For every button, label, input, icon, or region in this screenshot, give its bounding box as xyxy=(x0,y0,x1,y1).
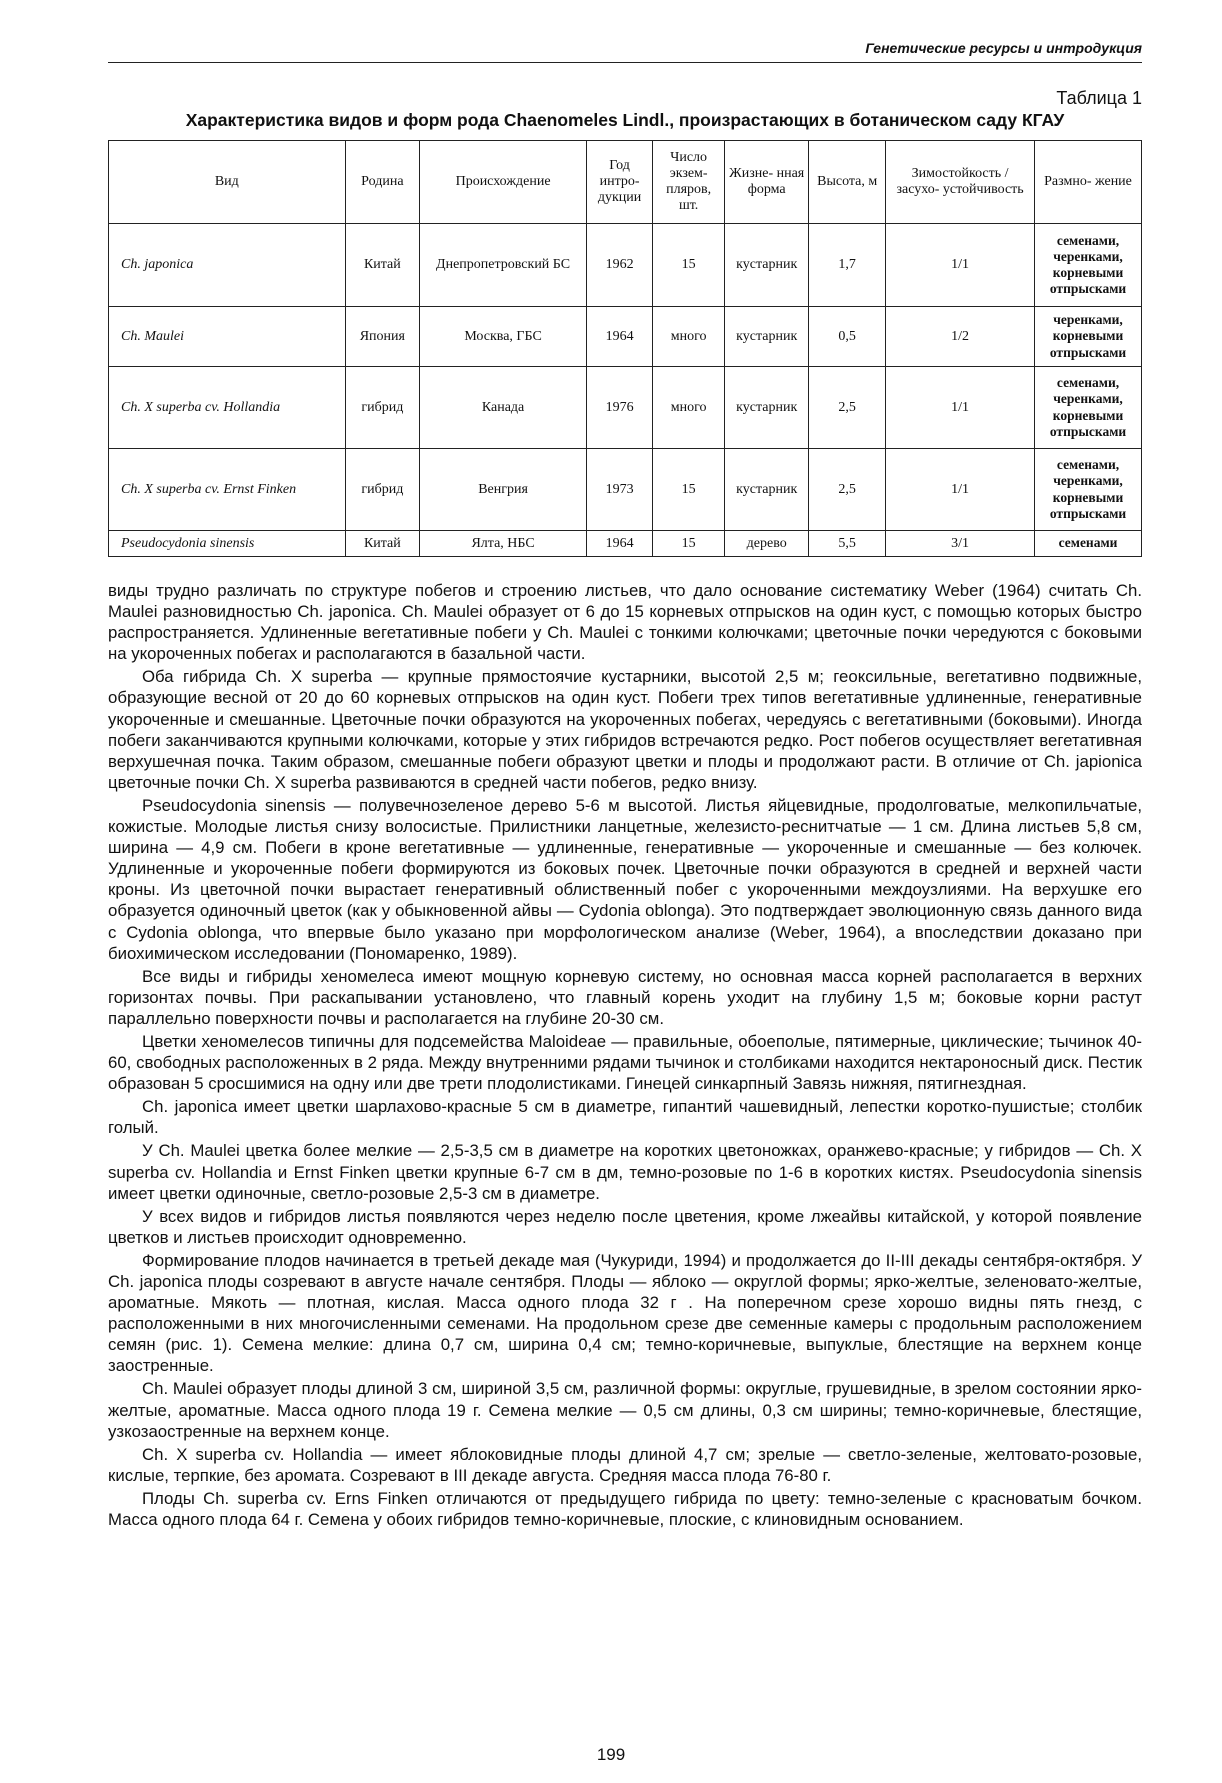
paragraph: Формирование плодов начинается в третьей декаде мая (Чукуриди, 1994) и продолжается до II-III декады сентября-октября. У Ch. japonica плоды созревают в августе начале сентября. Плоды — яблоко — округлой формы; ярко-желтые, зеленовато-желтые, ароматные. Мякоть — плотная, кислая. Масса одного плода 32 г . На поперечном срезе хорошо видны пять гнезд, с расположенными в них многочисленными семенами. На продольном срезе две семенные камеры с продольным расположением семян (рис. 1). Семена мелкие: длина 0,7 см, ширина 0,4 см; темно-коричневые, выпуклые, блестящие на верхнем конце заостренные. xyxy=(108,1250,1142,1376)
table-row xyxy=(109,531,1142,557)
col-header: Жизне- нная форма xyxy=(725,141,809,224)
header-rule xyxy=(108,62,1142,63)
table-header-row xyxy=(109,141,1142,224)
paragraph: Ch. X superba cv. Hollandia — имеет яблоковидные плоды длиной 4,7 см; зрелые — светло-зеленые, желтовато-розовые, кислые, терпкие, без аромата. Созревают в III декаде августа. Средняя масса плода 76-80 г. xyxy=(108,1444,1142,1485)
col-header: Год интро- дукции xyxy=(587,141,653,224)
running-header: Генетические ресурсы и интродукция xyxy=(865,40,1142,56)
col-header: Зимостойкость / засухо- устойчивость xyxy=(886,141,1035,224)
paragraph: Ch. Maulei образует плоды длиной 3 см, шириной 3,5 см, различной формы: округлые, грушевидные, в зрелом состоянии ярко-желтые, ароматные. Масса одного плода 19 г. Семена мелкие — 0,5 см длины, 0,3 см ширины; темно-коричневые, блестящие, узкозаостренные на верхнем конце. xyxy=(108,1379,1142,1441)
cell-year: 1976 xyxy=(587,367,653,449)
cell-height: 5,5 xyxy=(809,531,886,557)
cell-count: много xyxy=(653,307,725,367)
cell-year: 1964 xyxy=(587,531,653,557)
cell-homeland: Китай xyxy=(345,224,419,307)
cell-homeland: гибрид xyxy=(345,367,419,449)
cell-form: кустарник xyxy=(725,449,809,531)
cell-origin: Канада xyxy=(420,367,587,449)
paragraph: Ch. japonica имеет цветки шарлахово-красные 5 см в диаметре, гипантий чашевидный, лепестки коротко-пушистые; столбик голый. xyxy=(108,1097,1142,1138)
cell-homeland: Япония xyxy=(345,307,419,367)
cell-hardiness: 1/1 xyxy=(886,367,1035,449)
cell-height: 1,7 xyxy=(809,224,886,307)
cell-species: Ch. japonica xyxy=(109,224,346,307)
table-title: Характеристика видов и форм рода Chaenomeles Lindl., произрастающих в ботаническом саду КГАУ xyxy=(185,110,1065,130)
cell-propagation: черенками, корневыми отпрысками xyxy=(1035,307,1142,367)
cell-propagation: семенами, черенками, корневыми отпрысками xyxy=(1035,224,1142,307)
paragraph: Pseudocydonia sinensis — полувечнозеленое дерево 5-6 м высотой. Листья яйцевидные, продолговатые, мелкопильчатые, кожистые. Молодые листья снизу волосистые. Прилистники ланцетные, железисто-реснитчатые — 1 см. Длина листьев 5,8 см, ширина — 4,9 см. Побеги в кроне вегетативные — удлиненные, генеративные — укороченные и смешанные — без колючек. Удлиненные и укороченные побеги формируются из боковых почек. Цветочные почки образуются в средней и верхней части кроны. Из цветочной почки вырастает генеративный облиственный побег с укороченными междоузлиями. На верхушке его образуется одиночный цветок (как у обыкновенной айвы — Cydonia oblonga). Это подтверждает эволюционную связь данного вида с Cydonia oblonga, что впервые было указано при морфологическом анализе (Weber, 1964), а впоследствии доказано при биохимическом исследовании (Пономаренко, 1989). xyxy=(108,795,1142,963)
cell-species: Pseudocydonia sinensis xyxy=(109,531,346,557)
paragraph: Оба гибрида Ch. X superba — крупные прямостоячие кустарники, высотой 2,5 м; геоксильные, вегетативно подвижные, образующие весной от 20 до 60 корневых отпрысков на один куст. Побеги трех типов вегетативные удлиненные, генеративные укороченные и смешанные. Цветочные почки образуются на укороченных побегах, чередуясь с вегетативными (боковыми). Иногда побеги заканчиваются крупными колючками, которые у этих гибридов встречаются редко. Рост побегов осуществляет вегетативная верхушечная почка. Таким образом, смешанные побеги образуют цветки и плоды и продолжают расти. В отличие от Ch. japionica цветочные почки Ch. X superba развиваются в средней части побегов, редко внизу. xyxy=(108,667,1142,792)
cell-count: 15 xyxy=(653,224,725,307)
article-body xyxy=(108,580,1142,1532)
cell-year: 1964 xyxy=(587,307,653,367)
cell-count: 15 xyxy=(653,531,725,557)
table-row xyxy=(109,224,1142,307)
table-row xyxy=(109,307,1142,367)
col-header: Вид xyxy=(109,141,346,224)
cell-year: 1973 xyxy=(587,449,653,531)
cell-species: Ch. X superba cv. Hollandia xyxy=(109,367,346,449)
cell-homeland: Китай xyxy=(345,531,419,557)
paragraph: Плоды Ch. superba cv. Erns Finken отличаются от предыдущего гибрида по цвету: темно-зеленые с красноватым бочком. Масса одного плода 64 г. Семена у обоих гибридов темно-коричневые, плоские, с клиновидным основанием. xyxy=(108,1488,1142,1530)
cell-origin: Днепропетровский БС xyxy=(420,224,587,307)
col-header: Родина xyxy=(345,141,419,224)
paragraph: Цветки хеномелесов типичны для подсемейства Maloideae — правильные, обоеполые, пятимерные, циклические; тычинок 40-60, свободных расположенных в 2 ряда. Между внутренними рядами тычинок и столбиками находится нектароносный диск. Пестик образован 5 сросшимися на одну или две трети плодолистиками. Гинецей синкарпный Завязь нижняя, пятигнездная. xyxy=(108,1031,1142,1094)
paragraph: У Ch. Maulei цветка более мелкие — 2,5-3,5 см в диаметре на коротких цветоножках, оранжево-красные; у гибридов — Ch. X superba cv. Hollandia и Ernst Finken цветки крупные 6-7 см в дм, темно-розовые по 1-6 в коротких кистях. Pseudocydonia sinensis имеет цветки одиночные, светло-розовые 2,5-3 см в диаметре. xyxy=(108,1141,1142,1203)
cell-origin: Венгрия xyxy=(420,449,587,531)
cell-height: 2,5 xyxy=(809,367,886,449)
cell-propagation: семенами, черенками, корневыми отпрысками xyxy=(1035,449,1142,531)
page-number: 199 xyxy=(596,1745,626,1764)
cell-origin: Москва, ГБС xyxy=(420,307,587,367)
cell-hardiness: 1/2 xyxy=(886,307,1035,367)
cell-species: Ch. Maulei xyxy=(109,307,346,367)
cell-propagation: семенами xyxy=(1035,531,1142,557)
col-header: Происхождение xyxy=(420,141,587,224)
cell-height: 0,5 xyxy=(809,307,886,367)
cell-homeland: гибрид xyxy=(345,449,419,531)
cell-count: 15 xyxy=(653,449,725,531)
col-header: Размно- жение xyxy=(1035,141,1142,224)
cell-hardiness: 1/1 xyxy=(886,224,1035,307)
cell-origin: Ялта, НБС xyxy=(420,531,587,557)
cell-hardiness: 3/1 xyxy=(886,531,1035,557)
cell-form: кустарник xyxy=(725,307,809,367)
table-label: Таблица 1 xyxy=(1056,88,1142,108)
table-row xyxy=(109,449,1142,531)
paragraph: У всех видов и гибридов листья появляются через неделю после цветения, кроме лжеайвы китайской, у которой появление цветков и листьев происходит одновременно. xyxy=(108,1206,1142,1247)
col-header: Число экзем- пляров, шт. xyxy=(653,141,725,224)
paragraph: Все виды и гибриды хеномелеса имеют мощную корневую систему, но основная масса корней располагается в верхних горизонтах почвы. При раскапывании установлено, что главный корень уходит на глубину 1,5 м; боковые корни растут параллельно поверхности почвы и располагается на глубине 20-30 см. xyxy=(108,966,1142,1028)
cell-propagation: семенами, черенками, корневыми отпрысками xyxy=(1035,367,1142,449)
col-header: Высота, м xyxy=(809,141,886,224)
cell-species: Ch. X superba cv. Ernst Finken xyxy=(109,449,346,531)
cell-form: дерево xyxy=(725,531,809,557)
paragraph: виды трудно различать по структуре побегов и строению листьев, что дало основание систематику Weber (1964) считать Ch. Maulei разновидностью Ch. japonica. Ch. Maulei образует от 6 до 15 корневых отпрысков на один куст, с помощью которых быстро распространяется. Удлиненные вегетативные побеги у Ch. Maulei с тонкими колючками; цветочные почки чередуются с боковыми на укороченных побегах и располагаются в базальной части. xyxy=(108,581,1142,664)
cell-count: много xyxy=(653,367,725,449)
table-row xyxy=(109,367,1142,449)
cell-hardiness: 1/1 xyxy=(886,449,1035,531)
cell-form: кустарник xyxy=(725,224,809,307)
cell-form: кустарник xyxy=(725,367,809,449)
cell-year: 1962 xyxy=(587,224,653,307)
species-table xyxy=(108,140,1142,557)
cell-height: 2,5 xyxy=(809,449,886,531)
